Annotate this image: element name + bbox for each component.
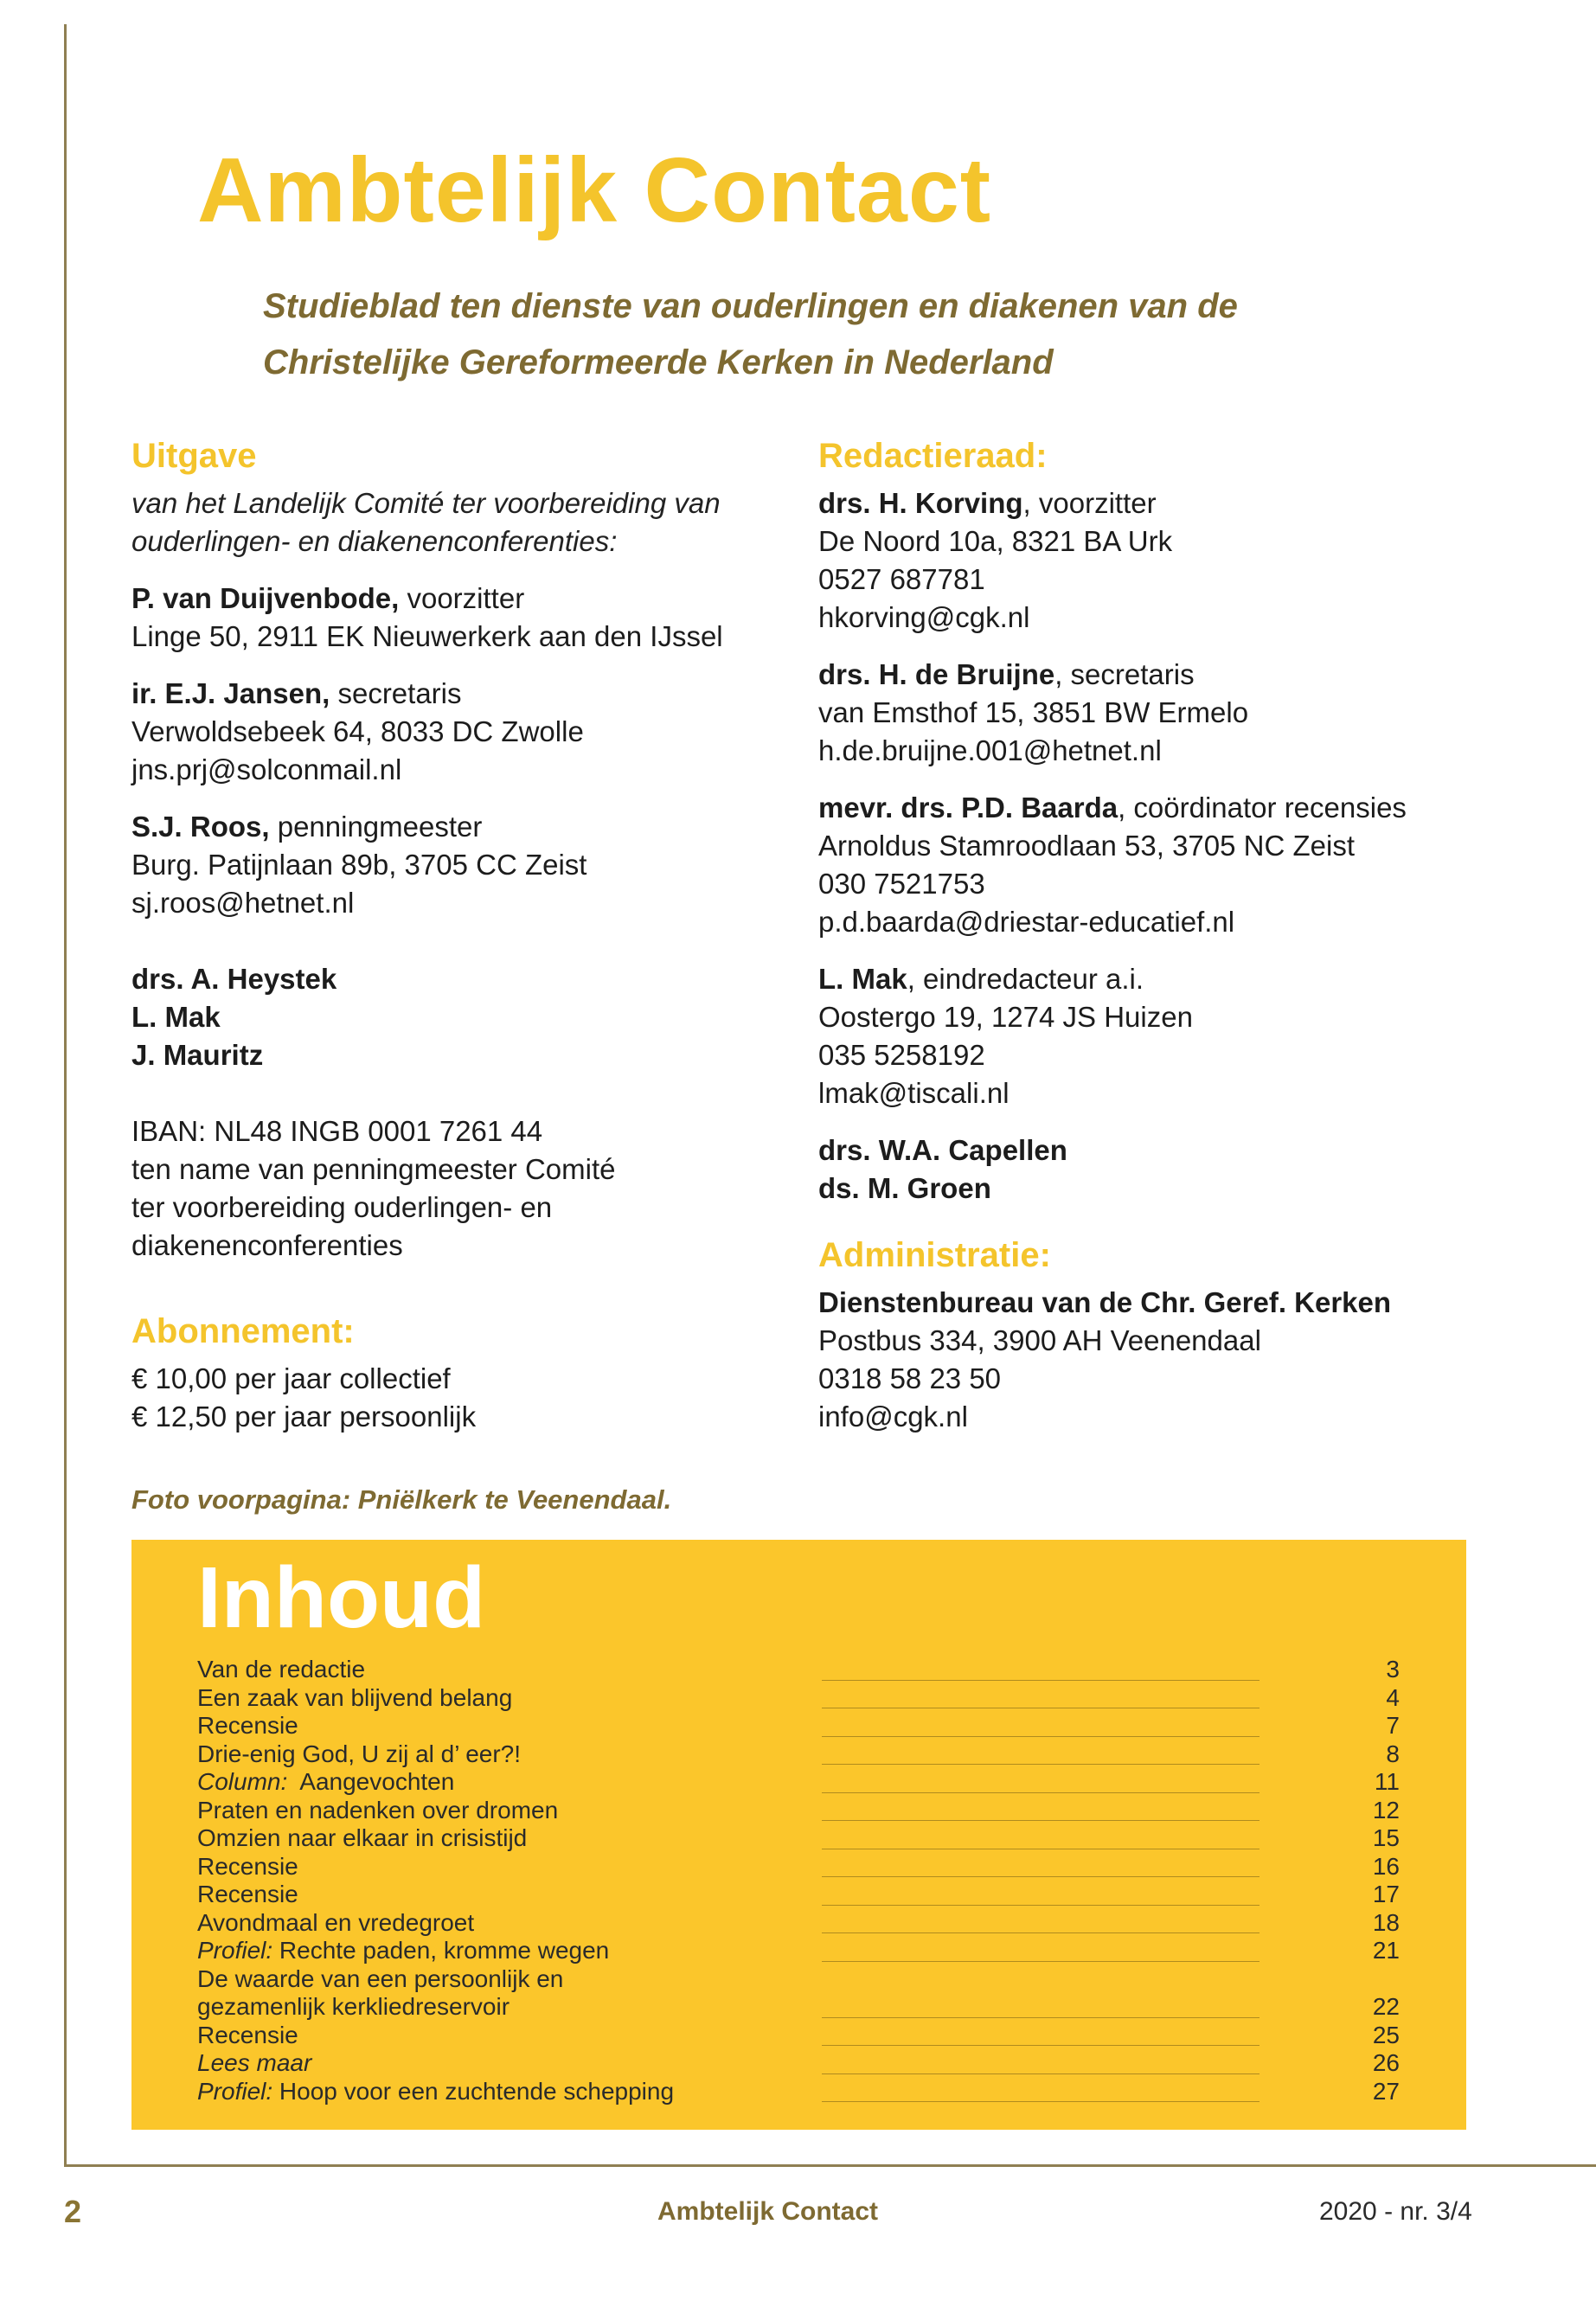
iban-info: [131, 1112, 789, 1265]
member-address: Linge 50, 2911 EK Nieuwerkerk aan den IJssel: [131, 620, 723, 652]
toc-leader-line: [822, 1764, 1259, 1765]
redactie-member-recensies: [818, 789, 1545, 941]
toc-item[interactable]: [197, 1853, 1400, 1881]
member-role: penningmeester: [269, 811, 483, 843]
toc-item-label: Rechte paden, kromme wegen: [272, 1937, 610, 1964]
redactieraad-heading: Redactieraad:: [818, 437, 1048, 475]
member-phone: 030 7521753: [818, 868, 985, 900]
member-role: , voorzitter: [1022, 487, 1157, 519]
toc-item-page: 4: [1386, 1683, 1400, 1711]
toc-item[interactable]: [197, 2049, 1400, 2078]
uitgave-column: [131, 427, 789, 1436]
toc-item[interactable]: [197, 1965, 1400, 2022]
comite-member-secretaris: [131, 675, 789, 789]
member-phone: 035 5258192: [818, 1039, 985, 1071]
toc-item[interactable]: [197, 1797, 1400, 1825]
toc-item-page: 16: [1372, 1852, 1400, 1880]
page-title: Ambtelijk Contact: [197, 139, 992, 241]
toc-item-label: De waarde van een persoonlijk en: [197, 1965, 564, 1992]
toc-item-label: Hoop voor een zuchtende schepping: [272, 2077, 675, 2105]
toc-item-page: 12: [1372, 1796, 1400, 1823]
toc-list: [197, 1656, 1400, 2106]
toc-item-page: 21: [1372, 1937, 1400, 1964]
uitgave-intro-line-2: ouderlingen- en diakenenconferenties:: [131, 525, 618, 557]
photo-credit: Foto voorpagina: Pniëlkerk te Veenendaal.: [131, 1484, 672, 1515]
uitgave-heading: Uitgave: [131, 437, 257, 475]
toc-item-label: Aangevochten: [287, 1768, 455, 1795]
toc-leader-line: [822, 1680, 1259, 1681]
toc-item[interactable]: [197, 2022, 1400, 2050]
comite-member-voorzitter: [131, 580, 789, 656]
toc-item-prefix: Profiel:: [197, 1937, 273, 1964]
member-role: , coördinator recensies: [1118, 792, 1407, 824]
iban-line: diakenenconferenties: [131, 1229, 403, 1261]
toc-item-label: Avondmaal en vredegroet: [197, 1908, 475, 1936]
toc-item-page: 15: [1372, 1824, 1400, 1851]
toc-leader-line: [822, 1876, 1259, 1877]
toc-item-page: 22: [1372, 1993, 1400, 2020]
member-email: hkorving@cgk.nl: [818, 601, 1030, 633]
toc-item-prefix: Column:: [197, 1768, 288, 1795]
administratie-name: Dienstenbureau van de Chr. Geref. Kerken: [818, 1286, 1392, 1318]
toc-item-label: Van de redactie: [197, 1656, 366, 1682]
toc-leader-line: [822, 1905, 1259, 1906]
toc-item-page: 27: [1372, 2077, 1400, 2105]
member-role: voorzitter: [399, 582, 525, 614]
toc-item[interactable]: [197, 1712, 1400, 1740]
redactie-member-eindredacteur: [818, 960, 1545, 1112]
toc-leader-line: [822, 2073, 1259, 2074]
member-name: ir. E.J. Jansen,: [131, 677, 330, 709]
administratie-phone: 0318 58 23 50: [818, 1362, 1002, 1394]
member-email: sj.roos@hetnet.nl: [131, 887, 355, 919]
redactie-other-members: [818, 1131, 1545, 1208]
comite-other-members: [131, 960, 789, 1074]
member-email: h.de.bruijne.001@hetnet.nl: [818, 734, 1162, 766]
toc-title: Inhoud: [197, 1549, 486, 1646]
toc-item[interactable]: [197, 1937, 1400, 1965]
toc-item-prefix: Profiel:: [197, 2077, 273, 2105]
member-address: Verwoldsebeek 64, 8033 DC Zwolle: [131, 715, 584, 747]
member-address: Arnoldus Stamroodlaan 53, 3705 NC Zeist: [818, 830, 1356, 862]
member-name: drs. W.A. Capellen: [818, 1134, 1067, 1166]
iban-line: IBAN: NL48 INGB 0001 7261 44: [131, 1115, 543, 1147]
toc-item[interactable]: [197, 1881, 1400, 1909]
toc-item-page: 17: [1372, 1881, 1400, 1907]
member-address: van Emsthof 15, 3851 BW Ermelo: [818, 696, 1249, 728]
member-role: , eindredacteur a.i.: [907, 963, 1144, 995]
redactie-member-secretaris: [818, 656, 1545, 770]
member-name: L. Mak: [818, 963, 907, 995]
table-of-contents: [131, 1540, 1466, 2130]
member-phone: 0527 687781: [818, 563, 985, 595]
member-name: ds. M. Groen: [818, 1172, 991, 1204]
toc-item[interactable]: [197, 1684, 1400, 1713]
member-name: J. Mauritz: [131, 1039, 264, 1071]
member-address: Oostergo 19, 1274 JS Huizen: [818, 1001, 1193, 1033]
toc-leader-line: [822, 1932, 1259, 1933]
member-name: S.J. Roos,: [131, 811, 270, 843]
member-address: De Noord 10a, 8321 BA Urk: [818, 525, 1173, 557]
abonnement-heading: Abonnement:: [131, 1312, 355, 1350]
toc-leader-line: [822, 2017, 1259, 2018]
redactieraad-column: [818, 427, 1545, 1436]
toc-item-page: 7: [1386, 1712, 1400, 1739]
administratie-info: [818, 1284, 1545, 1436]
comite-member-penningmeester: [131, 808, 789, 922]
member-name: L. Mak: [131, 1001, 221, 1033]
administratie-address: Postbus 334, 3900 AH Veenendaal: [818, 1324, 1261, 1356]
subtitle-line-2: Christelijke Gereformeerde Kerken in Nederland: [263, 343, 1054, 381]
toc-item-label: Drie-enig God, U zij al d’ eer?!: [197, 1740, 522, 1767]
toc-item-page: 26: [1372, 2049, 1400, 2076]
abonnement-prices: [131, 1360, 789, 1436]
member-role: , secretaris: [1054, 658, 1195, 690]
toc-item-page: 11: [1374, 1768, 1400, 1795]
bottom-border-line: [64, 2164, 1596, 2167]
toc-item-label: Recensie: [197, 1712, 298, 1739]
toc-leader-line: [822, 1820, 1259, 1821]
toc-item-label: Recensie: [197, 2021, 298, 2048]
member-name: mevr. drs. P.D. Baarda: [818, 792, 1118, 824]
member-name: P. van Duijvenbode,: [131, 582, 400, 614]
subtitle-line-1: Studieblad ten dienste van ouderlingen en diakenen van de: [263, 287, 1238, 325]
footer-magazine-name: Ambtelijk Contact: [657, 2197, 879, 2226]
toc-item[interactable]: [197, 1768, 1400, 1797]
toc-item[interactable]: [197, 1656, 1400, 1684]
member-name: drs. H. de Bruijne: [818, 658, 1055, 690]
price-line: € 10,00 per jaar collectief: [131, 1362, 451, 1394]
administratie-heading: Administratie:: [818, 1236, 1051, 1274]
member-name: drs. A. Heystek: [131, 963, 337, 995]
footer-issue: 2020 - nr. 3/4: [1319, 2197, 1472, 2226]
administratie-email: info@cgk.nl: [818, 1400, 968, 1433]
toc-item-label: Recensie: [197, 1881, 298, 1907]
toc-item-label: Recensie: [197, 1852, 298, 1880]
member-email: jns.prj@solconmail.nl: [131, 753, 402, 785]
iban-line: ter voorbereiding ouderlingen- en: [131, 1191, 553, 1223]
toc-item-label: Praten en nadenken over dromen: [197, 1796, 559, 1823]
toc-item-label: Omzien naar elkaar in crisistijd: [197, 1824, 528, 1851]
toc-item-page: 3: [1386, 1656, 1400, 1682]
member-name: drs. H. Korving: [818, 487, 1023, 519]
iban-line: ten name van penningmeester Comité: [131, 1153, 616, 1185]
toc-item[interactable]: [197, 2078, 1400, 2106]
toc-leader-line: [822, 1792, 1259, 1793]
toc-item-prefix: Lees maar: [197, 2049, 312, 2076]
toc-item[interactable]: [197, 1740, 1400, 1769]
toc-item-page: 25: [1372, 2021, 1400, 2048]
member-email: p.d.baarda@driestar-educatief.nl: [818, 906, 1235, 938]
toc-item-page: 18: [1372, 1908, 1400, 1936]
subtitle: [263, 279, 1301, 391]
toc-leader-line: [822, 2101, 1259, 2102]
toc-item[interactable]: [197, 1909, 1400, 1938]
toc-item-page: 8: [1386, 1740, 1400, 1767]
toc-item[interactable]: [197, 1824, 1400, 1853]
member-role: secretaris: [330, 677, 462, 709]
uitgave-intro: [131, 484, 789, 561]
toc-leader-line: [822, 2045, 1259, 2046]
member-email: lmak@tiscali.nl: [818, 1077, 1010, 1109]
left-border-line: [64, 24, 67, 2167]
toc-leader-line: [822, 1736, 1259, 1737]
page-number: 2: [64, 2194, 82, 2229]
uitgave-intro-line-1: van het Landelijk Comité ter voorbereiding van: [131, 487, 721, 519]
price-line: € 12,50 per jaar persoonlijk: [131, 1400, 477, 1433]
redactie-member-voorzitter: [818, 484, 1545, 637]
toc-leader-line: [822, 1961, 1259, 1962]
toc-item-label: Een zaak van blijvend belang: [197, 1683, 513, 1711]
toc-item-label-line-2: gezamenlijk kerkliedreservoir: [197, 1993, 510, 2020]
member-address: Burg. Patijnlaan 89b, 3705 CC Zeist: [131, 849, 587, 881]
